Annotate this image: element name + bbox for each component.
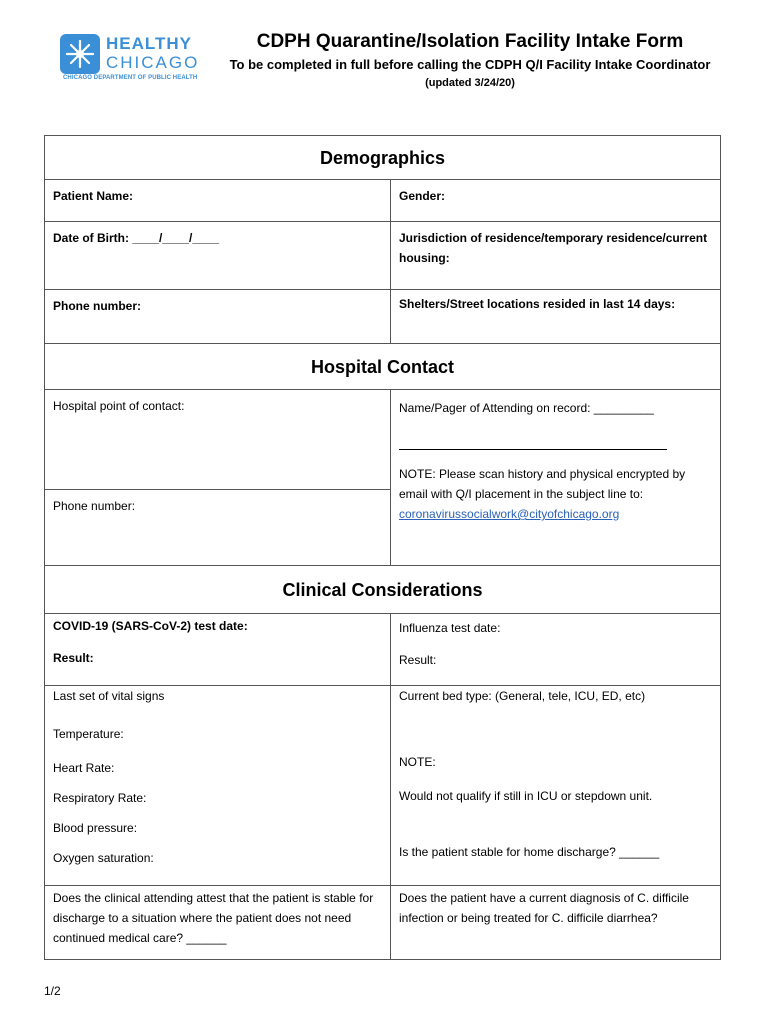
jurisdiction-field[interactable]: Jurisdiction of residence/temporary residence/current housing: bbox=[391, 222, 721, 290]
flu-test-date-field[interactable]: Influenza test date: bbox=[399, 621, 501, 635]
note-text: Would not qualify if still in ICU or stepdown unit. bbox=[399, 789, 653, 803]
page-number: 1/2 bbox=[44, 984, 61, 998]
flu-test-cell bbox=[391, 614, 721, 686]
demographics-heading: Demographics bbox=[45, 136, 721, 180]
logo-healthy-text: HEALTHY bbox=[106, 34, 193, 53]
covid-result-field[interactable]: Result: bbox=[53, 651, 94, 665]
intake-table bbox=[44, 135, 721, 960]
hospital-note: NOTE: Please scan history and physical encrypted by email with Q/I placement in the subject line to: bbox=[399, 467, 686, 501]
attending-blank-line[interactable] bbox=[399, 448, 667, 450]
cdiff-field[interactable]: Does the patient have a current diagnosis of C. difficile infection or being treated for C. difficile diarrhea? bbox=[391, 886, 721, 960]
healthy-chicago-logo bbox=[60, 34, 200, 86]
vitals-cell bbox=[45, 686, 391, 886]
dob-field[interactable]: Date of Birth: ____/____/____ bbox=[45, 222, 391, 290]
hospital-phone-field[interactable]: Phone number: bbox=[45, 490, 391, 566]
oxygen-saturation-field[interactable]: Oxygen saturation: bbox=[53, 851, 154, 865]
intake-form bbox=[44, 135, 720, 960]
patient-name-field[interactable]: Patient Name: bbox=[45, 180, 391, 222]
heart-rate-field[interactable]: Heart Rate: bbox=[53, 761, 115, 775]
covid-test-cell bbox=[45, 614, 391, 686]
star-icon bbox=[60, 34, 100, 74]
email-link[interactable]: coronavirussocialwork@cityofchicago.org bbox=[399, 507, 620, 521]
hospital-poc-field[interactable]: Hospital point of contact: bbox=[45, 390, 391, 490]
flu-result-field[interactable]: Result: bbox=[399, 653, 437, 667]
attending-field[interactable]: Name/Pager of Attending on record: _________ bbox=[399, 401, 654, 415]
hospital-contact-heading: Hospital Contact bbox=[45, 344, 721, 390]
logo-chicago-text: CHICAGO bbox=[106, 53, 200, 72]
blood-pressure-field[interactable]: Blood pressure: bbox=[53, 821, 138, 835]
stable-discharge-field[interactable]: Is the patient stable for home discharge? ______ bbox=[399, 845, 660, 859]
vitals-heading: Last set of vital signs bbox=[53, 689, 165, 703]
header bbox=[210, 30, 730, 91]
shelters-field[interactable]: Shelters/Street locations resided in last 14 days: bbox=[391, 290, 721, 344]
clinical-heading: Clinical Considerations bbox=[45, 566, 721, 614]
updated-date: (updated 3/24/20) bbox=[425, 77, 515, 89]
form-title: CDPH Quarantine/Isolation Facility Intake Form bbox=[256, 31, 684, 52]
gender-field[interactable]: Gender: bbox=[391, 180, 721, 222]
bed-type-field[interactable]: Current bed type: (General, tele, ICU, ED, etc) bbox=[399, 689, 646, 703]
note-label: NOTE: bbox=[399, 755, 436, 769]
covid-test-date-field[interactable]: COVID-19 (SARS-CoV-2) test date: bbox=[53, 619, 248, 633]
attending-cell bbox=[391, 390, 721, 566]
bed-type-cell bbox=[391, 686, 721, 886]
logo-department-text: CHICAGO DEPARTMENT OF PUBLIC HEALTH bbox=[63, 75, 198, 81]
attest-field[interactable]: Does the clinical attending attest that the patient is stable for discharge to a situation where the patient does not need continued medical care? ______ bbox=[45, 886, 391, 960]
respiratory-rate-field[interactable]: Respiratory Rate: bbox=[53, 791, 147, 805]
form-subtitle: To be completed in full before calling the CDPH Q/I Facility Intake Coordinator bbox=[229, 57, 711, 72]
phone-field[interactable]: Phone number: bbox=[45, 290, 391, 344]
temperature-field[interactable]: Temperature: bbox=[53, 727, 124, 741]
